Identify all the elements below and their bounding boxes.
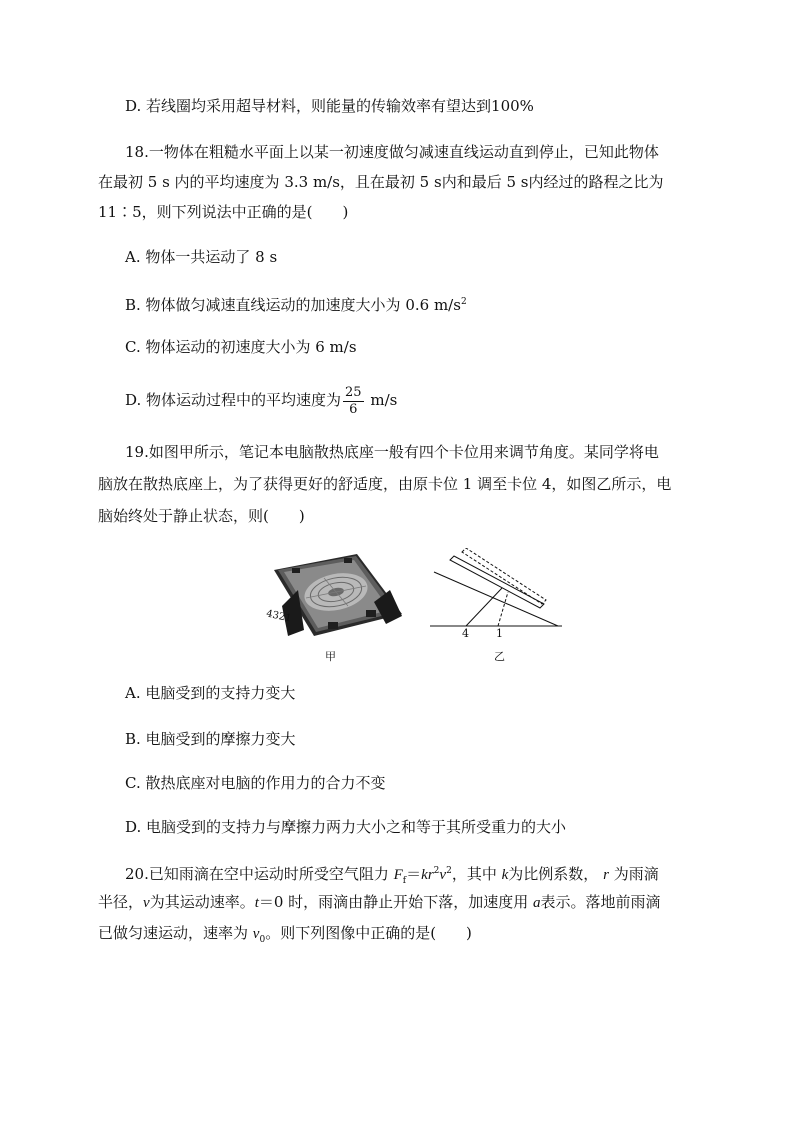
q20-text: 。则下列图像中正确的是( ) [265, 924, 472, 942]
q20-text: ，其中 [451, 865, 502, 883]
q18-option-a: A. 物体一共运动了 8 s [125, 248, 278, 266]
q18-option-d [125, 380, 397, 420]
q18-stem-line2: 在最初 5 s 内的平均速度为 3.3 m/s，且在最初 5 s内和最后 5 s内经过的路程之比为 [98, 173, 664, 191]
figure-left-caption: 甲 [325, 650, 336, 663]
q20-text: 为其运动速率。 [149, 893, 255, 911]
q20-text: 20.已知雨滴在空中运动时所受空气阻力 [125, 865, 394, 883]
var-F: F [393, 867, 403, 883]
q20-text: ＝0 时，雨滴由静止开始下落，加速度用 [258, 893, 533, 911]
q18-option-b-exponent: 2 [460, 297, 467, 307]
q20-stem-line2 [98, 892, 660, 913]
var-k: k [501, 867, 509, 883]
q18-option-d-unit: m/s [365, 391, 398, 409]
var-t: t [254, 895, 259, 911]
q20-text: 为比例系数， [508, 865, 599, 883]
q18-option-c: C. 物体运动的初速度大小为 6 m/s [125, 338, 357, 356]
fraction-numerator: 25 [345, 384, 362, 400]
q19-option-a: A. 电脑受到的支持力变大 [125, 684, 296, 702]
sub-0: 0 [259, 935, 266, 945]
var-v: v [439, 867, 447, 883]
q20-stem-line1: 20.已知雨滴在空中运动时所受空气阻力 $F_f=kr^2v^2$，其中 k为比例系数， r 为雨滴 [125, 865, 659, 886]
q17-option-d: D. 若线圈均采用超导材料，则能量的传输效率有望达到100% [125, 97, 534, 115]
q18-option-d-fraction [343, 385, 364, 418]
q20-stem-line3 [98, 923, 472, 950]
q18-option-b-text: B. 物体做匀减速直线运动的加速度大小为 0.6 m/s [125, 296, 461, 314]
sub-f: f [402, 876, 407, 886]
q19-stem-line1: 19.如图甲所示，笔记本电脑散热底座一般有四个卡位用来调节角度。某同学将电 [125, 443, 659, 461]
q18-stem-line1: 18.一物体在粗糙水平面上以某一初速度做匀减速直线运动直到停止，已知此物体 [125, 143, 659, 161]
figure-angle-diagram [430, 548, 564, 634]
q20-text: 为雨滴 [613, 865, 659, 883]
figure-mark-slot-4: 4 [462, 627, 469, 640]
var-k: k [421, 867, 428, 883]
figure-cooling-stand [262, 550, 404, 642]
q18-stem-line3: 11∶5，则下列说法中正确的是( ) [98, 203, 349, 221]
var-r: r [603, 867, 609, 883]
var-v: v [143, 895, 150, 911]
var-v0: v [252, 926, 260, 942]
figure-right-caption: 乙 [494, 650, 505, 663]
q20-text: 半径， [98, 893, 144, 911]
q20-text: 表示。落地前雨滴 [540, 893, 661, 911]
q19-stem-line3: 脑始终处于静止状态，则( ) [98, 507, 305, 525]
figure-mark-slot-1: 1 [496, 627, 503, 640]
var-r: r [427, 867, 434, 883]
q20-text: 已做匀速运动，速率为 [98, 924, 253, 942]
figure-slot-labels: 4321 [265, 608, 293, 625]
var-a: a [532, 895, 541, 911]
q18-option-b [125, 292, 467, 315]
q18-option-d-prefix: D. 物体运动过程中的平均速度为 [125, 391, 342, 409]
q19-stem-line2: 脑放在散热底座上，为了获得更好的舒适度，由原卡位 1 调至卡位 4，如图乙所示，电 [98, 475, 672, 493]
q19-option-b: B. 电脑受到的摩擦力变大 [125, 730, 296, 748]
fraction-denominator: 6 [349, 401, 358, 417]
q19-option-c: C. 散热底座对电脑的作用力的合力不变 [125, 774, 386, 792]
equals: ＝ [406, 865, 422, 883]
q19-option-d: D. 电脑受到的支持力与摩擦力两力大小之和等于其所受重力的大小 [125, 818, 567, 836]
